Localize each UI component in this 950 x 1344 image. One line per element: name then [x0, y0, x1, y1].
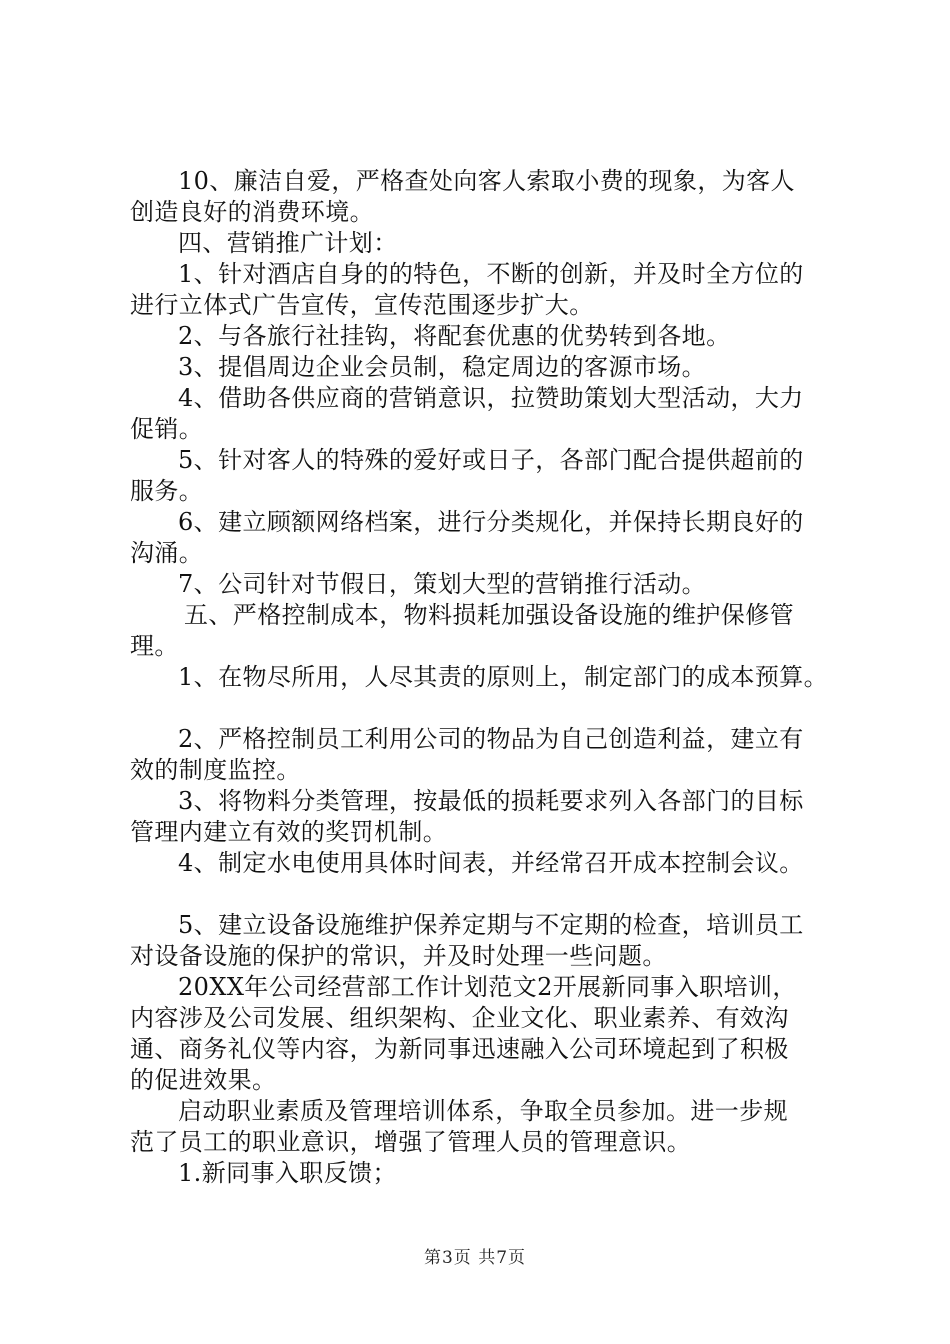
paragraph-line: 1.新同事入职反馈；	[178, 1159, 397, 1187]
paragraph-line: 4、借助各供应商的营销意识，拉赞助策划大型活动，大力	[178, 384, 804, 412]
paragraph-line: 5、针对客人的特殊的爱好或日子，各部门配合提供超前的	[178, 446, 804, 474]
paragraph-line: 促销。	[130, 415, 204, 443]
document-body	[130, 166, 845, 1189]
paragraph-line: 进行立体式广告宣传，宣传范围逐步扩大。	[130, 291, 594, 319]
paragraph-line: 服务。	[130, 477, 204, 505]
paragraph-line: 1、在物尽所用，人尽其责的原则上，制定部门的成本预算。	[178, 663, 829, 691]
paragraph-line: 6、建立顾额网络档案，进行分类规化，并保持长期良好的	[178, 508, 804, 536]
paragraph-line: 管理内建立有效的奖罚机制。	[130, 818, 448, 846]
paragraph-line: 5、建立设备设施维护保养定期与不定期的检查，培训员工	[178, 911, 804, 939]
paragraph-line: 内容涉及公司发展、组织架构、企业文化、职业素养、有效沟	[130, 1004, 789, 1032]
paragraph-line: 通、商务礼仪等内容，为新同事迅速融入公司环境起到了积极	[130, 1035, 789, 1063]
paragraph-line: 对设备设施的保护的常识，并及时处理一些问题。	[130, 942, 667, 970]
paragraph-line: 3、将物料分类管理，按最低的损耗要求列入各部门的目标	[178, 787, 804, 815]
section-heading: 五、严格控制成本，物料损耗加强设备设施的维护保修管	[184, 601, 794, 629]
paragraph-line: 范了员工的职业意识，增强了管理人员的管理意识。	[130, 1128, 692, 1156]
paragraph-line: 创造良好的消费环境。	[130, 198, 374, 226]
paragraph-line: 的促进效果。	[130, 1066, 277, 1094]
paragraph-line: 10、廉洁自爱，严格查处向客人索取小费的现象，为客人	[178, 167, 795, 195]
paragraph-line: 7、公司针对节假日，策划大型的营销推行活动。	[178, 570, 707, 598]
paragraph-line: 2、严格控制员工利用公司的物品为自己创造利益，建立有	[178, 725, 804, 753]
paragraph-line: 3、提倡周边企业会员制，稳定周边的客源市场。	[178, 353, 707, 381]
paragraph-line: 20XX年公司经营部工作计划范文2开展新同事入职培训，	[178, 973, 797, 1001]
paragraph-line: 2、与各旅行社挂钩，将配套优惠的优势转到各地。	[178, 322, 731, 350]
blank-line	[130, 879, 845, 910]
blank-line	[130, 693, 845, 724]
paragraph-line: 1、针对酒店自身的的特色，不断的创新，并及时全方位的	[178, 260, 804, 288]
page-number-footer: 第3页 共7页	[423, 1248, 527, 1268]
paragraph-line: 沟涌。	[130, 539, 204, 567]
paragraph-line: 效的制度监控。	[130, 756, 301, 784]
section-heading: 四、营销推广计划：	[178, 229, 398, 257]
paragraph-line: 理。	[130, 632, 179, 660]
paragraph-line: 4、制定水电使用具体时间表，并经常召开成本控制会议。	[178, 849, 804, 877]
paragraph-line: 启动职业素质及管理培训体系，争取全员参加。进一步规	[178, 1097, 788, 1125]
